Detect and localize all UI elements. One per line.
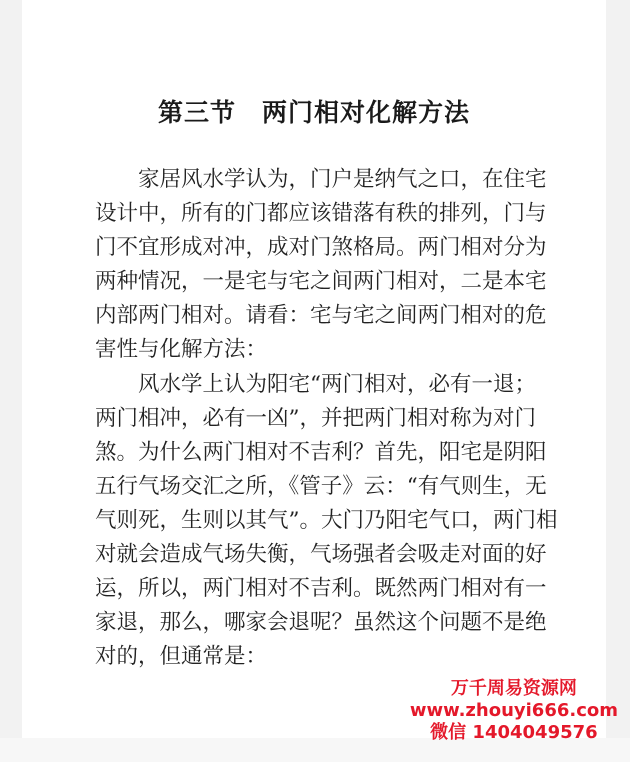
text-line: 内部两门相对。请看：宅与宅之间两门相对的危 xyxy=(95,303,547,329)
text-line: 害性与化解方法： xyxy=(95,337,268,363)
text-line: 煞。为什么两门相对不吉利？首先，阳宅是阴阳 xyxy=(95,439,547,465)
text-line: 对就会造成气场失衡，气场强者会吸走对面的好 xyxy=(95,542,547,568)
text-line: 设计中，所有的门都应该错落有秩的排列，门与 xyxy=(95,201,547,227)
text-line: 家退，那么，哪家会退呢？虽然这个问题不是绝 xyxy=(95,610,547,636)
watermark xyxy=(410,678,618,744)
body-text xyxy=(95,163,595,674)
text-line: 五行气场交汇之所，《管子》云：“有气则生，无 xyxy=(95,473,547,499)
watermark-name: 万千周易资源网 xyxy=(450,678,577,699)
text-line: 运，所以，两门相对不吉利。既然两门相对有一 xyxy=(95,576,547,602)
text-line: 门不宜形成对冲，成对门煞格局。两门相对分为 xyxy=(95,235,547,261)
text-line: 风水学上认为阳宅“两门相对，必有一退； xyxy=(95,371,536,397)
text-line: 气则死，生则以其气”。大门乃阳宅气口，两门相 xyxy=(95,507,558,533)
section-title: 第三节 两门相对化解方法 xyxy=(157,98,470,127)
watermark-wechat: 微信 1404049576 xyxy=(430,722,598,743)
text-line: 两种情况，一是宅与宅之间两门相对，二是本宅 xyxy=(95,269,547,295)
watermark-url: www.zhouyi666.com xyxy=(409,700,618,721)
text-line: 两门相冲，必有一凶”，并把两门相对称为对门 xyxy=(95,405,536,431)
document-page xyxy=(22,0,606,738)
text-line: 对的，但通常是： xyxy=(95,644,268,670)
text-line: 家居风水学认为，门户是纳气之口，在住宅 xyxy=(95,167,547,192)
